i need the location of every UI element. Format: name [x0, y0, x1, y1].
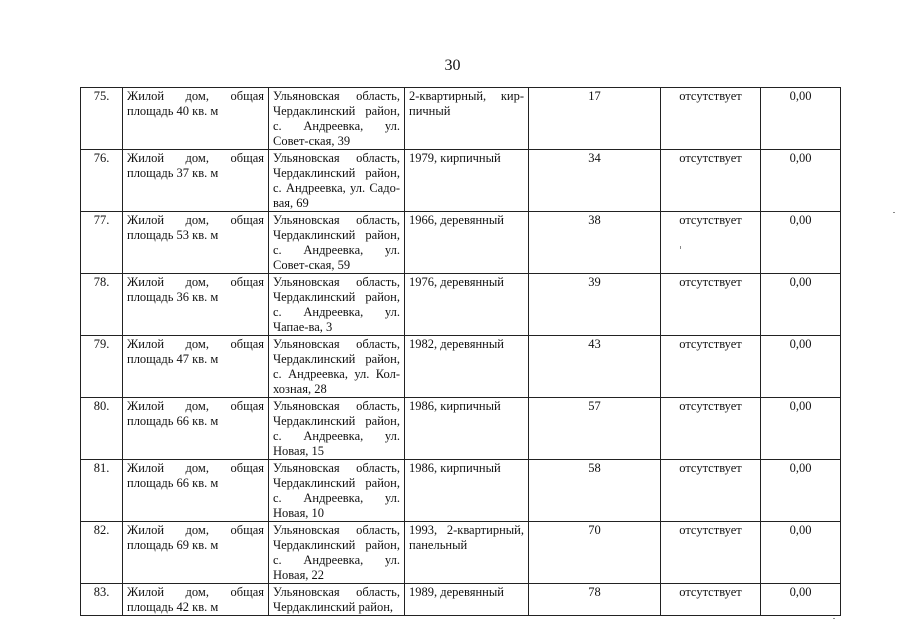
table-row	[81, 336, 841, 398]
row-number-cell	[81, 460, 123, 522]
property-address-cell	[269, 584, 405, 616]
property-value: 0,00	[789, 89, 812, 103]
property-value-cell	[761, 274, 841, 336]
table-row	[81, 274, 841, 336]
property-value-cell	[761, 522, 841, 584]
property-description-cell	[405, 274, 529, 336]
property-address-cell	[269, 460, 405, 522]
row-number: 82.	[93, 523, 110, 537]
property-figure-cell	[529, 460, 661, 522]
property-table	[80, 87, 841, 616]
property-description: 1979, кирпичный	[409, 151, 501, 165]
row-number: 78.	[93, 275, 110, 289]
encumbrance-status: отсутствует	[679, 89, 742, 103]
property-address: Ульяновская область, Чердаклинский район, с. Андреевка, ул. Совет-ская, 59	[273, 213, 400, 272]
property-description: 1993, 2-квартирный, панельный	[409, 523, 524, 552]
property-description-cell	[405, 584, 529, 616]
property-address-cell	[269, 522, 405, 584]
property-address: Ульяновская область, Чердаклинский район, с. Андреевка, ул. Новая, 22	[273, 523, 400, 582]
property-value-cell	[761, 88, 841, 150]
property-name-cell	[123, 88, 269, 150]
page-number: 30	[444, 57, 461, 74]
property-description: 1982, деревянный	[409, 337, 504, 351]
property-name-cell	[123, 212, 269, 274]
property-address: Ульяновская область, Чердаклинский район, с. Андреевка, ул. Садо-вая, 69	[273, 151, 400, 210]
property-value: 0,00	[789, 399, 812, 413]
property-name-cell	[123, 522, 269, 584]
property-name: Жилой дом, общая площадь 47 кв. м	[127, 337, 264, 366]
row-number: 80.	[93, 399, 110, 413]
row-number-cell	[81, 522, 123, 584]
row-number-cell	[81, 584, 123, 616]
property-figure: 43	[588, 337, 601, 351]
property-description-cell	[405, 212, 529, 274]
property-value-cell	[761, 336, 841, 398]
property-figure: 58	[588, 461, 601, 475]
property-name-cell	[123, 150, 269, 212]
property-figure: 70	[588, 523, 601, 537]
scan-speck	[680, 246, 681, 249]
row-number: 81.	[93, 461, 110, 475]
property-value-cell	[761, 150, 841, 212]
property-description-cell	[405, 336, 529, 398]
property-table-body	[81, 88, 841, 616]
encumbrance-status: отсутствует	[679, 399, 742, 413]
row-number-cell	[81, 336, 123, 398]
property-value: 0,00	[789, 523, 812, 537]
property-address: Ульяновская область, Чердаклинский район,	[273, 585, 400, 614]
property-description: 1986, кирпичный	[409, 461, 501, 475]
table-row	[81, 584, 841, 616]
property-name: Жилой дом, общая площадь 37 кв. м	[127, 151, 264, 180]
property-name: Жилой дом, общая площадь 53 кв. м	[127, 213, 264, 242]
property-address-cell	[269, 150, 405, 212]
row-number: 77.	[93, 213, 110, 227]
property-address-cell	[269, 88, 405, 150]
property-address-cell	[269, 274, 405, 336]
scan-speck	[833, 618, 835, 619]
property-value: 0,00	[789, 461, 812, 475]
encumbrance-status: отсутствует	[679, 585, 742, 599]
encumbrance-status: отсутствует	[679, 151, 742, 165]
encumbrance-status-cell	[661, 584, 761, 616]
property-name: Жилой дом, общая площадь 36 кв. м	[127, 275, 264, 304]
encumbrance-status: отсутствует	[679, 275, 742, 289]
row-number-cell	[81, 212, 123, 274]
encumbrance-status-cell	[661, 522, 761, 584]
encumbrance-status-cell	[661, 274, 761, 336]
encumbrance-status: отсутствует	[679, 213, 742, 227]
row-number: 79.	[93, 337, 110, 351]
property-name-cell	[123, 584, 269, 616]
property-figure-cell	[529, 336, 661, 398]
property-description: 1989, деревянный	[409, 585, 504, 599]
property-name-cell	[123, 398, 269, 460]
property-figure-cell	[529, 584, 661, 616]
row-number-cell	[81, 88, 123, 150]
row-number: 83.	[93, 585, 110, 599]
property-figure-cell	[529, 398, 661, 460]
property-figure: 17	[588, 89, 601, 103]
row-number-cell	[81, 398, 123, 460]
property-value-cell	[761, 584, 841, 616]
property-figure: 57	[588, 399, 601, 413]
property-figure: 78	[588, 585, 601, 599]
property-name: Жилой дом, общая площадь 69 кв. м	[127, 523, 264, 552]
property-description: 2-квартирный, кир-пичный	[409, 89, 524, 118]
encumbrance-status: отсутствует	[679, 337, 742, 351]
property-figure-cell	[529, 212, 661, 274]
property-description-cell	[405, 522, 529, 584]
encumbrance-status: отсутствует	[679, 461, 742, 475]
property-value-cell	[761, 460, 841, 522]
table-row	[81, 522, 841, 584]
property-address: Ульяновская область, Чердаклинский район, с. Андреевка, ул. Совет-ская, 39	[273, 89, 400, 148]
table-row	[81, 88, 841, 150]
row-number: 76.	[93, 151, 110, 165]
property-name: Жилой дом, общая площадь 40 кв. м	[127, 89, 264, 118]
property-description-cell	[405, 150, 529, 212]
property-value-cell	[761, 212, 841, 274]
property-description: 1966, деревянный	[409, 213, 504, 227]
property-address: Ульяновская область, Чердаклинский район, с. Андреевка, ул. Новая, 15	[273, 399, 400, 458]
property-figure: 39	[588, 275, 601, 289]
property-figure: 38	[588, 213, 601, 227]
property-value-cell	[761, 398, 841, 460]
property-name: Жилой дом, общая площадь 42 кв. м	[127, 585, 264, 614]
property-name: Жилой дом, общая площадь 66 кв. м	[127, 461, 264, 490]
encumbrance-status-cell	[661, 398, 761, 460]
row-number-cell	[81, 150, 123, 212]
property-figure-cell	[529, 522, 661, 584]
property-address-cell	[269, 212, 405, 274]
property-address: Ульяновская область, Чердаклинский район, с. Андреевка, ул. Чапае-ва, 3	[273, 275, 400, 334]
property-value: 0,00	[789, 275, 812, 289]
encumbrance-status-cell	[661, 150, 761, 212]
property-figure-cell	[529, 150, 661, 212]
property-description: 1986, кирпичный	[409, 399, 501, 413]
property-description-cell	[405, 88, 529, 150]
encumbrance-status-cell	[661, 336, 761, 398]
property-address: Ульяновская область, Чердаклинский район, с. Андреевка, ул. Кол-хозная, 28	[273, 337, 400, 396]
property-description-cell	[405, 460, 529, 522]
encumbrance-status-cell	[661, 460, 761, 522]
property-value: 0,00	[789, 337, 812, 351]
property-address-cell	[269, 336, 405, 398]
row-number-cell	[81, 274, 123, 336]
property-address-cell	[269, 398, 405, 460]
property-value: 0,00	[789, 585, 812, 599]
table-row	[81, 150, 841, 212]
property-figure-cell	[529, 88, 661, 150]
encumbrance-status-cell	[661, 212, 761, 274]
property-description-cell	[405, 398, 529, 460]
property-value: 0,00	[789, 151, 812, 165]
property-address: Ульяновская область, Чердаклинский район, с. Андреевка, ул. Новая, 10	[273, 461, 400, 520]
table-row	[81, 212, 841, 274]
table-row	[81, 398, 841, 460]
encumbrance-status-cell	[661, 88, 761, 150]
scan-speck	[893, 212, 895, 213]
property-name-cell	[123, 336, 269, 398]
property-name-cell	[123, 274, 269, 336]
property-description: 1976, деревянный	[409, 275, 504, 289]
property-figure: 34	[588, 151, 601, 165]
property-figure-cell	[529, 274, 661, 336]
property-value: 0,00	[789, 213, 812, 227]
property-name: Жилой дом, общая площадь 66 кв. м	[127, 399, 264, 428]
row-number: 75.	[93, 89, 110, 103]
table-row	[81, 460, 841, 522]
property-name-cell	[123, 460, 269, 522]
encumbrance-status: отсутствует	[679, 523, 742, 537]
